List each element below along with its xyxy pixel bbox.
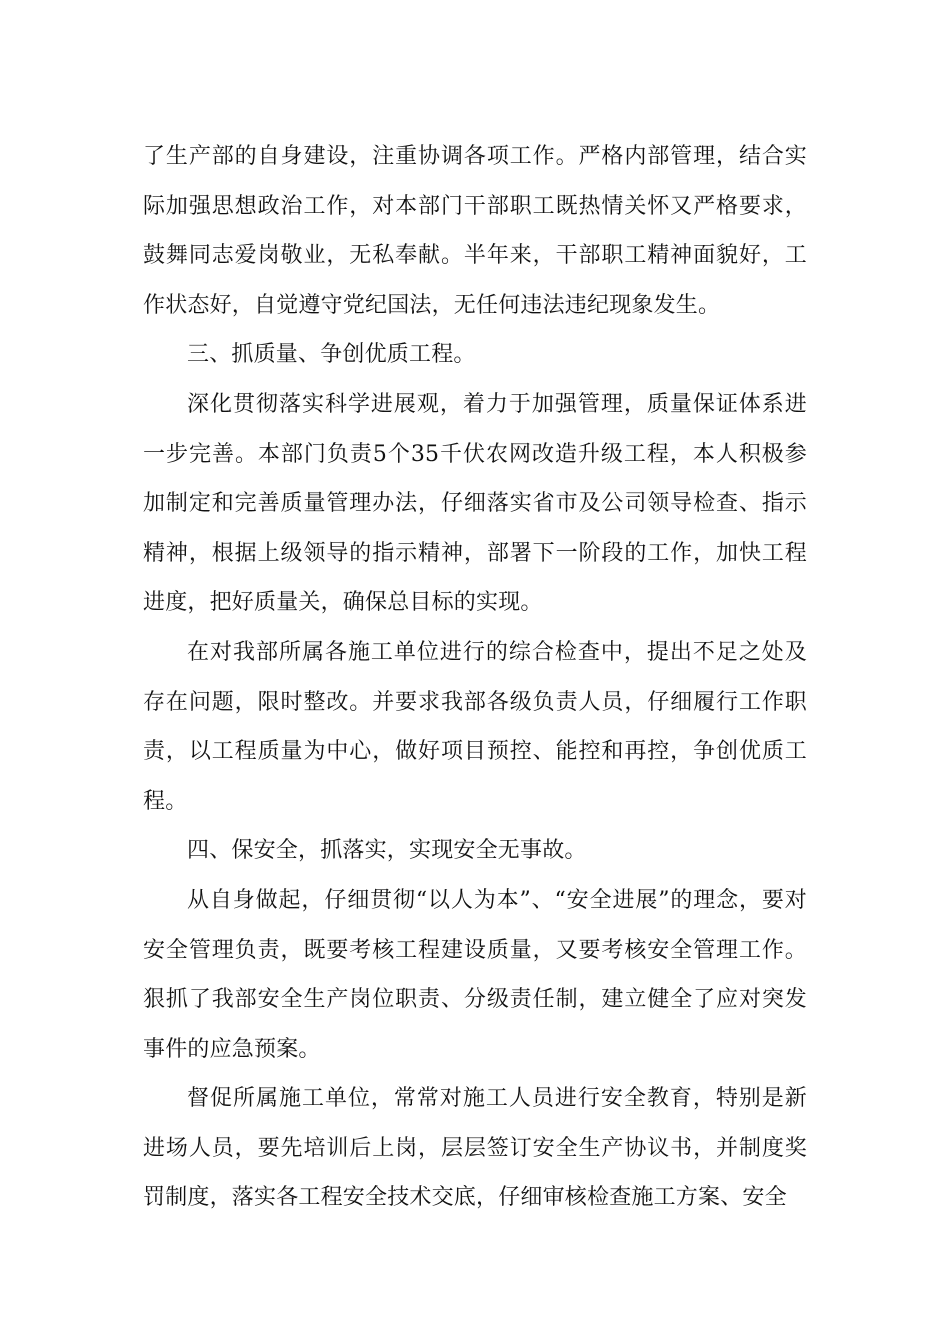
paragraph-continuation: 了生产部的自身建设，注重协调各项工作。严格内部管理，结合实际加强思想政治工作，对本部门干部职工既热情关怀又严格要求，鼓舞同志爱岗敬业，无私奉献。半年来，干部职工精神面貌好，工作状态好，自觉遵守党纪国法，无任何违法违纪现象发生。 [143, 144, 807, 318]
section-heading-safety: 四、保安全，抓落实，实现安全无事故。 [187, 838, 587, 864]
paragraph-safety-education: 督促所属施工单位，常常对施工人员进行安全教育，特别是新进场人员，要先培训后上岗，层层签订安全生产协议书，并制度奖罚制度，落实各工程安全技术交底，仔细审核检查施工方案、安全 [143, 1086, 807, 1211]
paragraph-safety-responsibility: 从自身做起，仔细贯彻“以人为本”、“安全进展”的理念，要对安全管理负责，既要考核工程建设质量，又要考核安全管理工作。狠抓了我部安全生产岗位职责、分级责任制，建立健全了应对突发事件的应急预案。 [143, 887, 807, 1062]
document-body [143, 132, 807, 1223]
section-heading-quality: 三、抓质量、争创优质工程。 [187, 342, 476, 368]
paragraph-inspection: 在对我部所属各施工单位进行的综合检查中，提出不足之处及存在问题，限时整改。并要求我部各级负责人员，仔细履行工作职责，以工程质量为中心，做好项目预控、能控和再控，争创优质工程。 [143, 639, 807, 814]
paragraph-quality-management: 深化贯彻落实科学进展观，着力于加强管理，质量保证体系进一步完善。本部门负责5个35千伏农网改造升级工程，本人积极参加制定和完善质量管理办法，仔细落实省市及公司领导检查、指示精神，根据上级领导的指示精神，部署下一阶段的工作，加快工程进度，把好质量关，确保总目标的实现。 [143, 391, 807, 616]
